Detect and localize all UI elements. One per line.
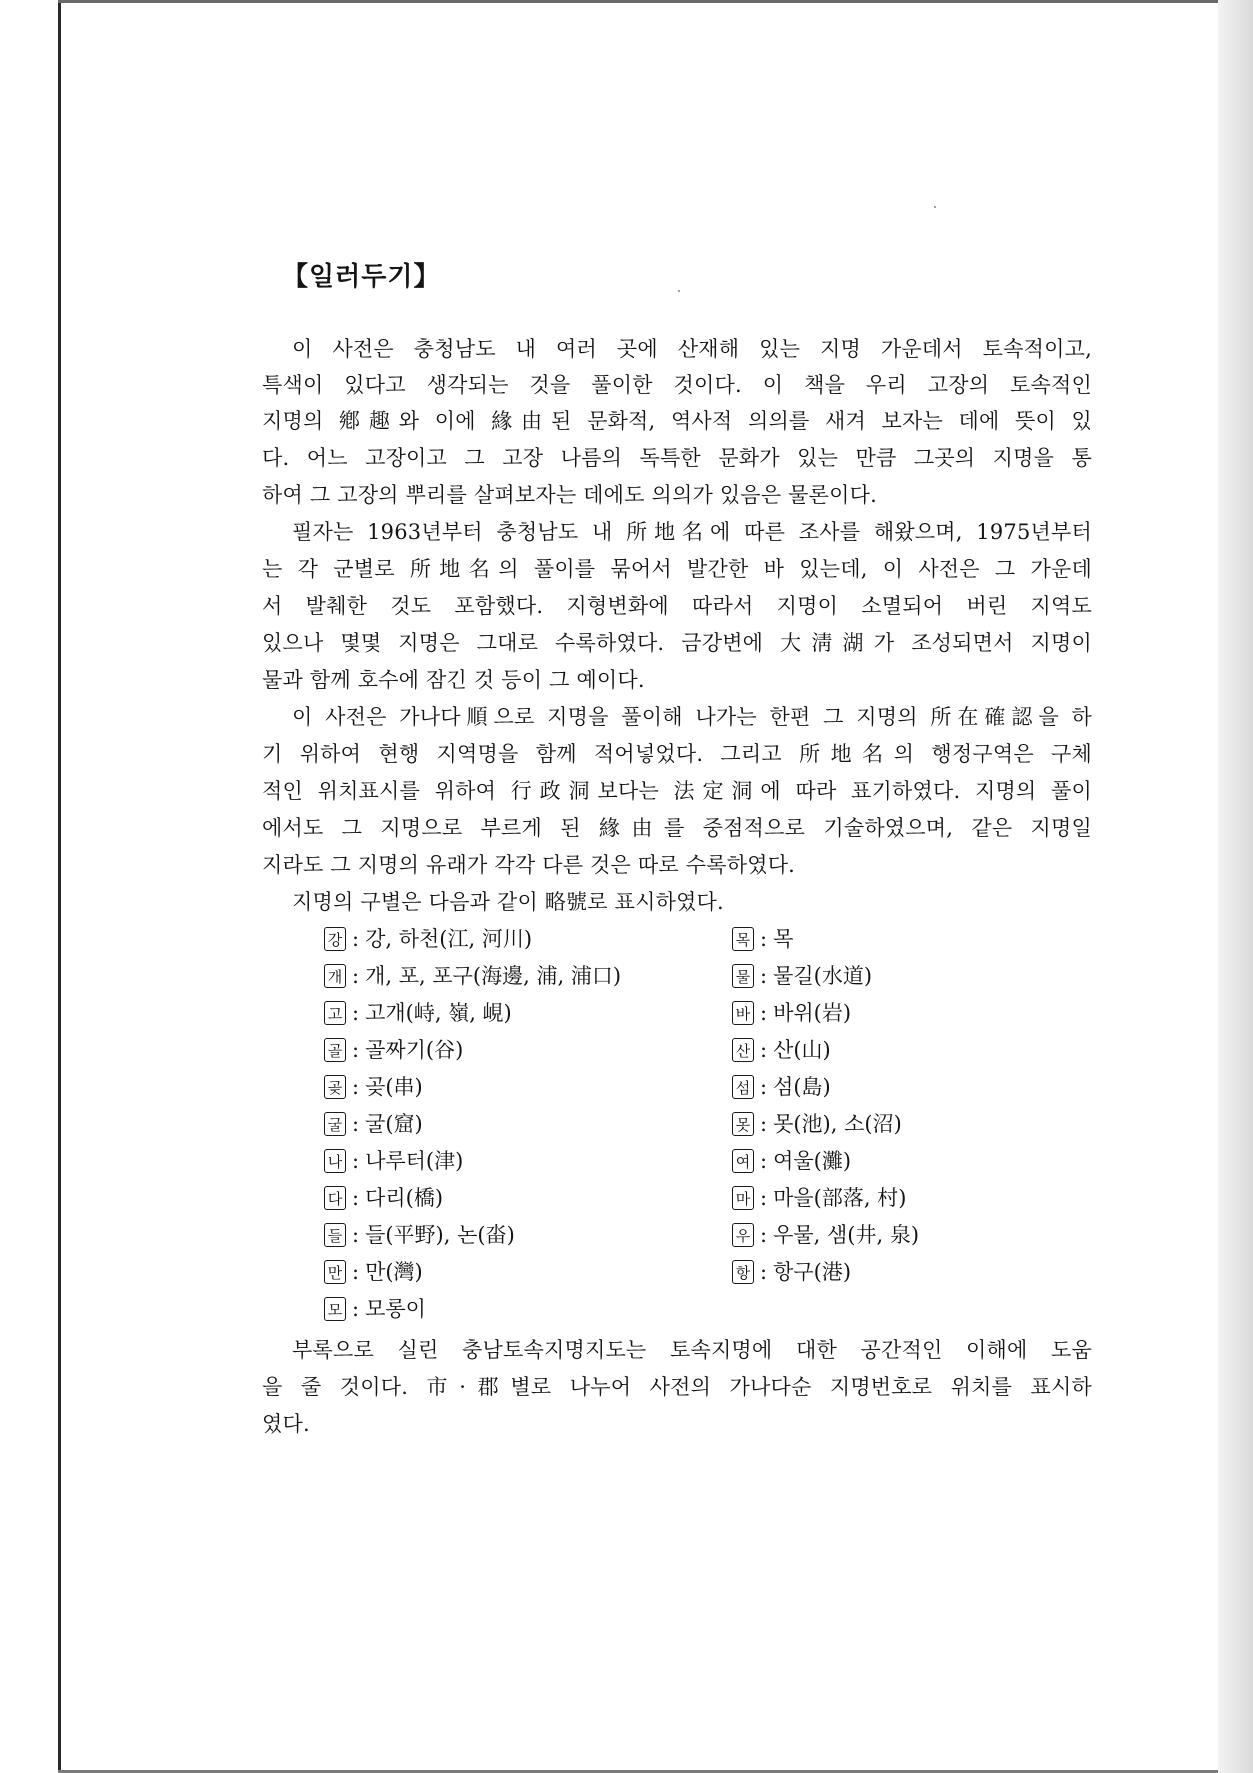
legend-text: 산(山) [773,1038,831,1062]
legend-text: 강, 하천(江, 河川) [365,927,533,951]
legend-text: 마을(部落, 村) [773,1186,907,1210]
legend-mark: 목 [732,927,754,951]
legend-text: 굴(窟) [365,1112,423,1136]
legend-item-corner: 모 : 모롱이 [324,1294,426,1324]
legend-mark: 강 [324,927,346,951]
legend-mark: 항 [732,1260,754,1284]
legend-item-river: 강 : 강, 하천(江, 河川) [324,924,532,954]
legend-text: 항구(港) [773,1260,852,1284]
legend-item-village: 마 : 마을(部落, 村) [732,1183,906,1213]
legend-item-rapids: 여 : 여울(灘) [732,1146,851,1176]
paragraph-1-line-4: 다. 어느 고장이고 그 고장 나름의 독특한 문화가 있는 만큼 그곳의 지명을 통 [262,446,1092,470]
paragraph-3-line-1: 이 사전은 가나다順으로 지명을 풀이해 나가는 한편 그 지명의 所在確認을 하 [292,705,1092,729]
legend-mark: 바 [732,1001,754,1025]
legend-item-bay: 만 : 만(灣) [324,1257,423,1287]
scan-speck [934,206,936,208]
legend-item-bridge: 다 : 다리(橋) [324,1183,443,1213]
legend-mark: 만 [324,1260,346,1284]
legend-text: 목 [773,927,794,951]
paragraph-3-line-2: 기 위하여 현행 지역명을 함께 적어넣었다. 그리고 所地名의 행정구역은 구체 [262,742,1092,766]
legend-mark: 섬 [732,1075,754,1099]
legend-mark: 굴 [324,1112,346,1136]
legend-mark: 들 [324,1223,346,1247]
legend-text: 여울(灘) [773,1149,852,1173]
legend-item-rock: 바 : 바위(岩) [732,998,851,1028]
legend-item-port: 개 : 개, 포, 포구(海邊, 浦, 浦口) [324,961,621,991]
legend-item-mountain: 산 : 산(山) [732,1035,831,1065]
legend-text: 고개(峙, 嶺, 峴) [365,1001,512,1025]
legend-item-cave: 굴 : 굴(窟) [324,1109,423,1139]
legend-mark: 개 [324,964,346,988]
page-heading: 【일러두기】 [282,262,441,292]
legend-mark: 모 [324,1297,346,1321]
paragraph-2-line-3: 서 발췌한 것도 포함했다. 지형변화에 따라서 지명이 소멸되어 버린 지역도 [262,594,1092,618]
paragraph-1-line-1: 이 사전은 충청남도 내 여러 곳에 산재해 있는 지명 가운데서 토속적이고, [292,337,1092,361]
legend-mark: 못 [732,1112,754,1136]
legend-text: 모롱이 [365,1297,426,1321]
legend-item-well: 우 : 우물, 샘(井, 泉) [732,1220,919,1250]
legend-text: 섬(島) [773,1075,831,1099]
page-right-shadow [1218,0,1253,1773]
page-top-edge [58,0,1218,3]
legend-mark: 나 [324,1149,346,1173]
paragraph-3-line-4: 에서도 그 지명으로 부르게 된 緣由를 중점적으로 기술하였으며, 같은 지명일 [262,816,1092,840]
legend-mark: 우 [732,1223,754,1247]
legend-item-harbor: 항 : 항구(港) [732,1257,851,1287]
legend-text: 만(灣) [365,1260,423,1284]
paragraph-1-line-3: 지명의 鄕趣와 이에 緣由된 문화적, 역사적 의의를 새겨 보자는 데에 뜻이 있 [262,409,1092,433]
legend-text: 개, 포, 포구(海邊, 浦, 浦口) [365,964,622,988]
legend-mark: 산 [732,1038,754,1062]
page-left-edge [58,0,61,1773]
legend-item-island: 섬 : 섬(島) [732,1072,831,1102]
paragraph-2-line-2: 는 각 군별로 所地名의 풀이를 묶어서 발간한 바 있는데, 이 사전은 그 가운데 [262,557,1092,581]
legend-text: 곶(串) [365,1075,423,1099]
legend-text: 다리(橋) [365,1186,444,1210]
paragraph-2-line-5: 물과 함께 호수에 잠긴 것 등이 그 예이다. [262,668,645,692]
legend-item-ferry: 나 : 나루터(津) [324,1146,463,1176]
scan-speck [678,290,680,292]
legend-text: 골짜기(谷) [365,1038,464,1062]
paragraph-4-line-1: 지명의 구별은 다음과 같이 略號로 표시하였다. [292,890,724,914]
legend-mark: 물 [732,964,754,988]
paragraph-2-line-1: 필자는 1963년부터 충청남도 내 所地名에 따른 조사를 해왔으며, 1975년부터 [292,520,1092,544]
legend-item-pass: 고 : 고개(峙, 嶺, 峴) [324,998,512,1028]
legend-item-cape: 곶 : 곶(串) [324,1072,423,1102]
closing-line-2: 을 줄 것이다. 市·郡별로 나누어 사전의 가나다순 지명번호로 위치를 표시하 [262,1375,1092,1399]
legend-text: 들(平野), 논(畓) [365,1223,515,1247]
legend-item-neck: 목 : 목 [732,924,793,954]
paragraph-3-line-5: 지라도 그 지명의 유래가 각각 다른 것은 따로 수록하였다. [262,853,796,877]
legend-mark: 곶 [324,1075,346,1099]
paragraph-3-line-3: 적인 위치표시를 위하여 行政洞보다는 法定洞에 따라 표기하였다. 지명의 풀이 [262,779,1092,803]
legend-item-pond: 못 : 못(池), 소(沼) [732,1109,902,1139]
closing-line-3: 였다. [262,1412,310,1436]
closing-line-1: 부록으로 실린 충남토속지명지도는 토속지명에 대한 공간적인 이해에 도움 [292,1338,1092,1362]
legend-item-field: 들 : 들(平野), 논(畓) [324,1220,515,1250]
legend-mark: 마 [732,1186,754,1210]
legend-item-waterway: 물 : 물길(水道) [732,961,872,991]
legend-text: 나루터(津) [365,1149,464,1173]
paragraph-2-line-4: 있으나 몇몇 지명은 그대로 수록하였다. 금강변에 大淸湖가 조성되면서 지명이 [262,631,1092,655]
legend-mark: 골 [324,1038,346,1062]
paragraph-1-line-5: 하여 그 고장의 뿌리를 살펴보자는 데에도 의의가 있음은 물론이다. [262,483,877,507]
legend-text: 물길(水道) [773,964,873,988]
legend-mark: 고 [324,1001,346,1025]
legend-item-valley: 골 : 골짜기(谷) [324,1035,463,1065]
legend-mark: 여 [732,1149,754,1173]
legend-text: 바위(岩) [773,1001,852,1025]
legend-text: 우물, 샘(井, 泉) [773,1223,920,1247]
legend-mark: 다 [324,1186,346,1210]
legend-text: 못(池), 소(沼) [773,1112,902,1136]
paragraph-1-line-2: 특색이 있다고 생각되는 것을 풀이한 것이다. 이 책을 우리 고장의 토속적인 [262,373,1092,397]
